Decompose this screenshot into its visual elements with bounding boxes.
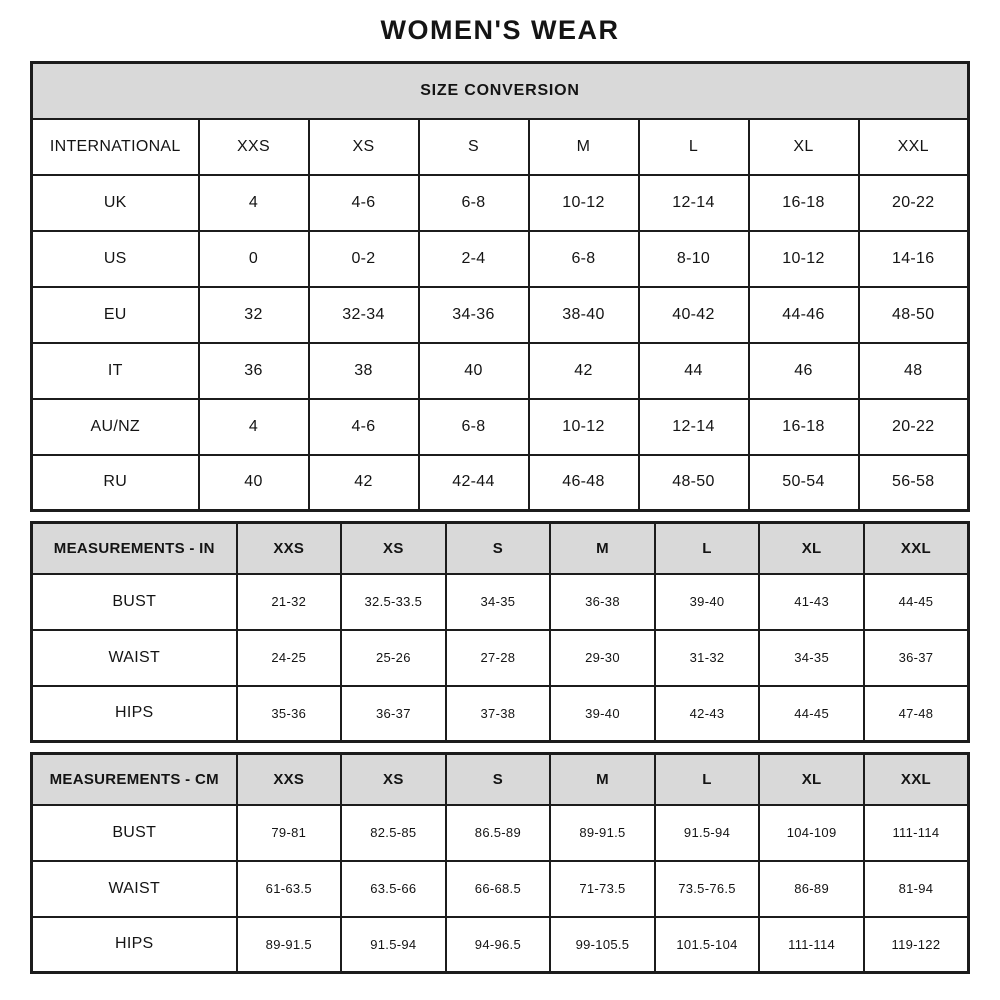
size-cell: 46-48	[529, 455, 639, 511]
measurement-cell: 35-36	[237, 686, 342, 742]
measurement-cell: 66-68.5	[446, 861, 551, 917]
measurement-cell: 24-25	[237, 630, 342, 686]
row-label-it: IT	[32, 343, 199, 399]
measurement-cell: 42-43	[655, 686, 760, 742]
size-cell: 40	[199, 455, 309, 511]
size-cell: 4-6	[309, 399, 419, 455]
measurement-cell: 89-91.5	[550, 805, 655, 861]
size-cell: 20-22	[859, 175, 969, 231]
size-col-header: S	[419, 119, 529, 175]
measurement-cell: 111-114	[864, 805, 969, 861]
size-cell: 40-42	[639, 287, 749, 343]
table-row-ru	[32, 455, 969, 511]
row-label-aunz: AU/NZ	[32, 399, 199, 455]
size-cell: 2-4	[419, 231, 529, 287]
row-label-bust: BUST	[32, 805, 237, 861]
measurement-cell: 61-63.5	[237, 861, 342, 917]
measurement-cell: 41-43	[759, 574, 864, 630]
row-label-uk: UK	[32, 175, 199, 231]
measurement-cell: 36-37	[341, 686, 446, 742]
measurements-cm-header-row	[32, 754, 969, 805]
measurement-cell: 29-30	[550, 630, 655, 686]
measurement-cell: 34-35	[759, 630, 864, 686]
measurement-cell: 94-96.5	[446, 917, 551, 973]
measurement-cell: 25-26	[341, 630, 446, 686]
size-col-header: L	[639, 119, 749, 175]
measurement-cell: 82.5-85	[341, 805, 446, 861]
size-cell: 6-8	[419, 399, 529, 455]
measurements-cm-table	[30, 752, 970, 974]
size-col-header: XS	[309, 119, 419, 175]
size-col-header: XXL	[864, 754, 969, 805]
size-cell: 6-8	[529, 231, 639, 287]
row-label-international: INTERNATIONAL	[32, 119, 199, 175]
size-col-header: XXL	[864, 523, 969, 574]
size-cell: 42	[309, 455, 419, 511]
measurement-cell: 63.5-66	[341, 861, 446, 917]
size-conversion-banner-row	[32, 63, 969, 119]
size-cell: 14-16	[859, 231, 969, 287]
size-col-header: XS	[341, 754, 446, 805]
size-conversion-title: SIZE CONVERSION	[32, 63, 969, 119]
size-cell: 12-14	[639, 175, 749, 231]
row-label-hips: HIPS	[32, 917, 237, 973]
size-cell: 32	[199, 287, 309, 343]
table-row-aunz	[32, 399, 969, 455]
size-cell: 44	[639, 343, 749, 399]
size-cell: 42	[529, 343, 639, 399]
measurement-cell: 73.5-76.5	[655, 861, 760, 917]
measurement-cell: 111-114	[759, 917, 864, 973]
measurement-cell: 36-38	[550, 574, 655, 630]
measurement-cell: 37-38	[446, 686, 551, 742]
size-cell: 48	[859, 343, 969, 399]
size-col-header: XL	[759, 754, 864, 805]
row-label-waist: WAIST	[32, 630, 237, 686]
row-label-hips: HIPS	[32, 686, 237, 742]
measurement-cell: 71-73.5	[550, 861, 655, 917]
size-cell: 0-2	[309, 231, 419, 287]
size-col-header: XS	[341, 523, 446, 574]
size-col-header: XXS	[237, 523, 342, 574]
row-label-us: US	[32, 231, 199, 287]
size-col-header: S	[446, 523, 551, 574]
table-row-it	[32, 343, 969, 399]
measurement-cell: 47-48	[864, 686, 969, 742]
size-col-header: S	[446, 754, 551, 805]
measurement-cell: 79-81	[237, 805, 342, 861]
page-title: WOMEN'S WEAR	[380, 15, 620, 45]
size-col-header: M	[550, 523, 655, 574]
size-cell: 8-10	[639, 231, 749, 287]
row-label-ru: RU	[32, 455, 199, 511]
size-cell: 4	[199, 399, 309, 455]
size-cell: 16-18	[749, 399, 859, 455]
measurements-in-title: MEASUREMENTS - IN	[32, 523, 237, 574]
size-cell: 10-12	[529, 399, 639, 455]
size-cell: 10-12	[529, 175, 639, 231]
measurement-cell: 31-32	[655, 630, 760, 686]
table-row-bust-in	[32, 574, 969, 630]
size-col-header: XL	[759, 523, 864, 574]
measurement-cell: 27-28	[446, 630, 551, 686]
table-row-waist-cm	[32, 861, 969, 917]
size-cell: 10-12	[749, 231, 859, 287]
size-cell: 4	[199, 175, 309, 231]
size-cell: 12-14	[639, 399, 749, 455]
size-cell: 36	[199, 343, 309, 399]
measurements-in-table	[30, 521, 970, 743]
table-row-hips-cm	[32, 917, 969, 973]
size-col-header: XL	[749, 119, 859, 175]
measurement-cell: 86-89	[759, 861, 864, 917]
size-cell: 4-6	[309, 175, 419, 231]
size-col-header: L	[655, 523, 760, 574]
size-conversion-header-row	[32, 119, 969, 175]
measurement-cell: 99-105.5	[550, 917, 655, 973]
size-cell: 38-40	[529, 287, 639, 343]
measurement-cell: 89-91.5	[237, 917, 342, 973]
size-cell: 20-22	[859, 399, 969, 455]
size-cell: 0	[199, 231, 309, 287]
measurements-cm-title: MEASUREMENTS - CM	[32, 754, 237, 805]
size-cell: 48-50	[859, 287, 969, 343]
measurement-cell: 32.5-33.5	[341, 574, 446, 630]
measurement-cell: 39-40	[655, 574, 760, 630]
measurement-cell: 119-122	[864, 917, 969, 973]
measurement-cell: 91.5-94	[655, 805, 760, 861]
size-cell: 16-18	[749, 175, 859, 231]
measurements-in-header-row	[32, 523, 969, 574]
size-col-header: M	[550, 754, 655, 805]
table-row-waist-in	[32, 630, 969, 686]
row-label-bust: BUST	[32, 574, 237, 630]
measurement-cell: 39-40	[550, 686, 655, 742]
row-label-eu: EU	[32, 287, 199, 343]
measurement-cell: 91.5-94	[341, 917, 446, 973]
measurement-cell: 21-32	[237, 574, 342, 630]
size-cell: 44-46	[749, 287, 859, 343]
measurement-cell: 101.5-104	[655, 917, 760, 973]
size-cell: 38	[309, 343, 419, 399]
size-cell: 56-58	[859, 455, 969, 511]
size-cell: 34-36	[419, 287, 529, 343]
size-cell: 6-8	[419, 175, 529, 231]
table-row-hips-in	[32, 686, 969, 742]
measurement-cell: 86.5-89	[446, 805, 551, 861]
table-row-eu	[32, 287, 969, 343]
measurement-cell: 44-45	[864, 574, 969, 630]
measurement-cell: 44-45	[759, 686, 864, 742]
size-conversion-table	[30, 61, 970, 512]
row-label-waist: WAIST	[32, 861, 237, 917]
size-cell: 40	[419, 343, 529, 399]
size-cell: 50-54	[749, 455, 859, 511]
size-col-header: M	[529, 119, 639, 175]
size-col-header: XXS	[199, 119, 309, 175]
size-cell: 42-44	[419, 455, 529, 511]
size-col-header: XXS	[237, 754, 342, 805]
size-col-header: L	[655, 754, 760, 805]
size-cell: 46	[749, 343, 859, 399]
size-cell: 48-50	[639, 455, 749, 511]
table-row-bust-cm	[32, 805, 969, 861]
measurement-cell: 104-109	[759, 805, 864, 861]
measurement-cell: 81-94	[864, 861, 969, 917]
measurement-cell: 34-35	[446, 574, 551, 630]
table-row-uk	[32, 175, 969, 231]
size-col-header: XXL	[859, 119, 969, 175]
size-cell: 32-34	[309, 287, 419, 343]
table-row-us	[32, 231, 969, 287]
measurement-cell: 36-37	[864, 630, 969, 686]
